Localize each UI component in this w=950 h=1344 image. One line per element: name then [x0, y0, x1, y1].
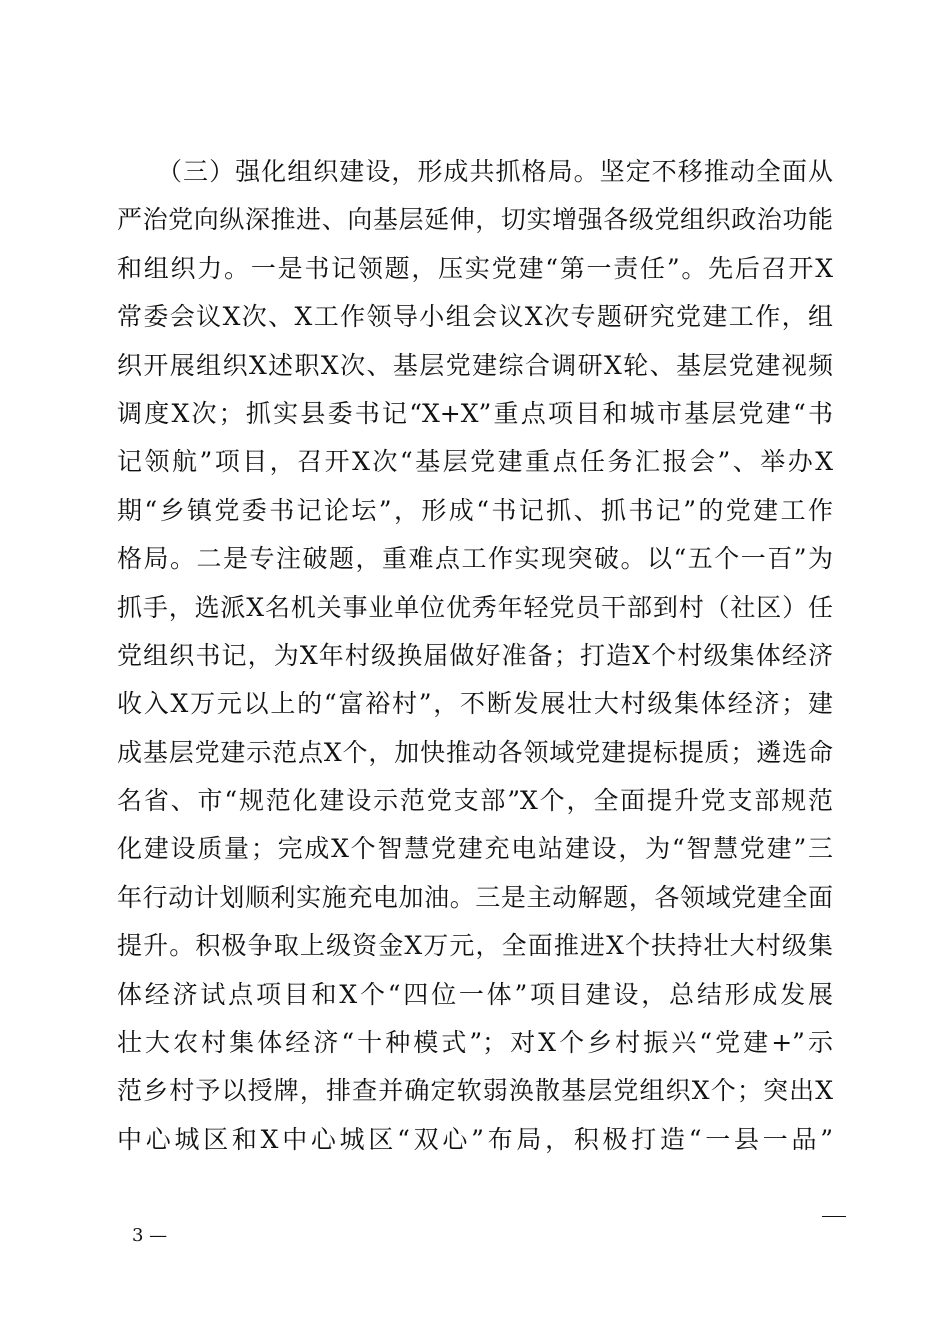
text-line: 化建设质量；完成X个智慧党建充电站建设，为“智慧党建”三: [117, 834, 833, 864]
text-line: 成基层党建示范点X个，加快推动各领域党建提标提质；遴选命: [117, 737, 833, 767]
text-line: 调度X次；抓实县委书记“X+X”重点项目和城市基层党建“书: [117, 398, 833, 428]
text-line: 和组织力。一是书记领题，压实党建“第一责任”。先后召开X: [117, 253, 833, 283]
footer-divider: [822, 1216, 846, 1217]
text-line: 常委会议X次、X工作领导小组会议X次专题研究党建工作，组: [117, 302, 833, 332]
document-body: [117, 148, 833, 1164]
text-line: 严治党向纵深推进、向基层延伸，切实增强各级党组织政治功能: [117, 205, 833, 235]
text-line: 织开展组织X述职X次、基层党建综合调研X轮、基层党建视频: [117, 350, 833, 380]
text-line: 期“乡镇党委书记论坛”，形成“书记抓、抓书记”的党建工作: [117, 495, 833, 525]
text-line: 壮大农村集体经济“十种模式”；对X个乡村振兴“党建+”示: [117, 1028, 833, 1058]
text-line: 名省、市“规范化建设示范党支部”X个，全面提升党支部规范: [117, 786, 833, 816]
page-number: 3 —: [132, 1225, 168, 1246]
text-line: 年行动计划顺利实施充电加油。三是主动解题，各领域党建全面: [117, 882, 833, 912]
text-line: 中心城区和X中心城区“双心”布局，积极打造“一县一品”: [117, 1124, 833, 1154]
text-line: 体经济试点项目和X个“四位一体”项目建设，总结形成发展: [117, 979, 833, 1009]
text-line: 记领航”项目，召开X次“基层党建重点任务汇报会”、举办X: [117, 447, 833, 477]
text-line: （三）强化组织建设，形成共抓格局。坚定不移推动全面从: [157, 157, 833, 186]
text-line: 范乡村予以授牌，排查并确定软弱涣散基层党组织X个；突出X: [117, 1076, 833, 1106]
text-line: 抓手，选派X名机关事业单位优秀年轻党员干部到村（社区）任: [117, 592, 833, 622]
text-line: 提升。积极争取上级资金X万元，全面推进X个扶持壮大村级集: [117, 931, 833, 961]
text-line: 格局。二是专注破题，重难点工作实现突破。以“五个一百”为: [117, 544, 833, 574]
text-line: 党组织书记，为X年村级换届做好准备；打造X个村级集体经济: [117, 640, 833, 670]
text-line: 收入X万元以上的“富裕村”，不断发展壮大村级集体经济；建: [117, 689, 833, 719]
